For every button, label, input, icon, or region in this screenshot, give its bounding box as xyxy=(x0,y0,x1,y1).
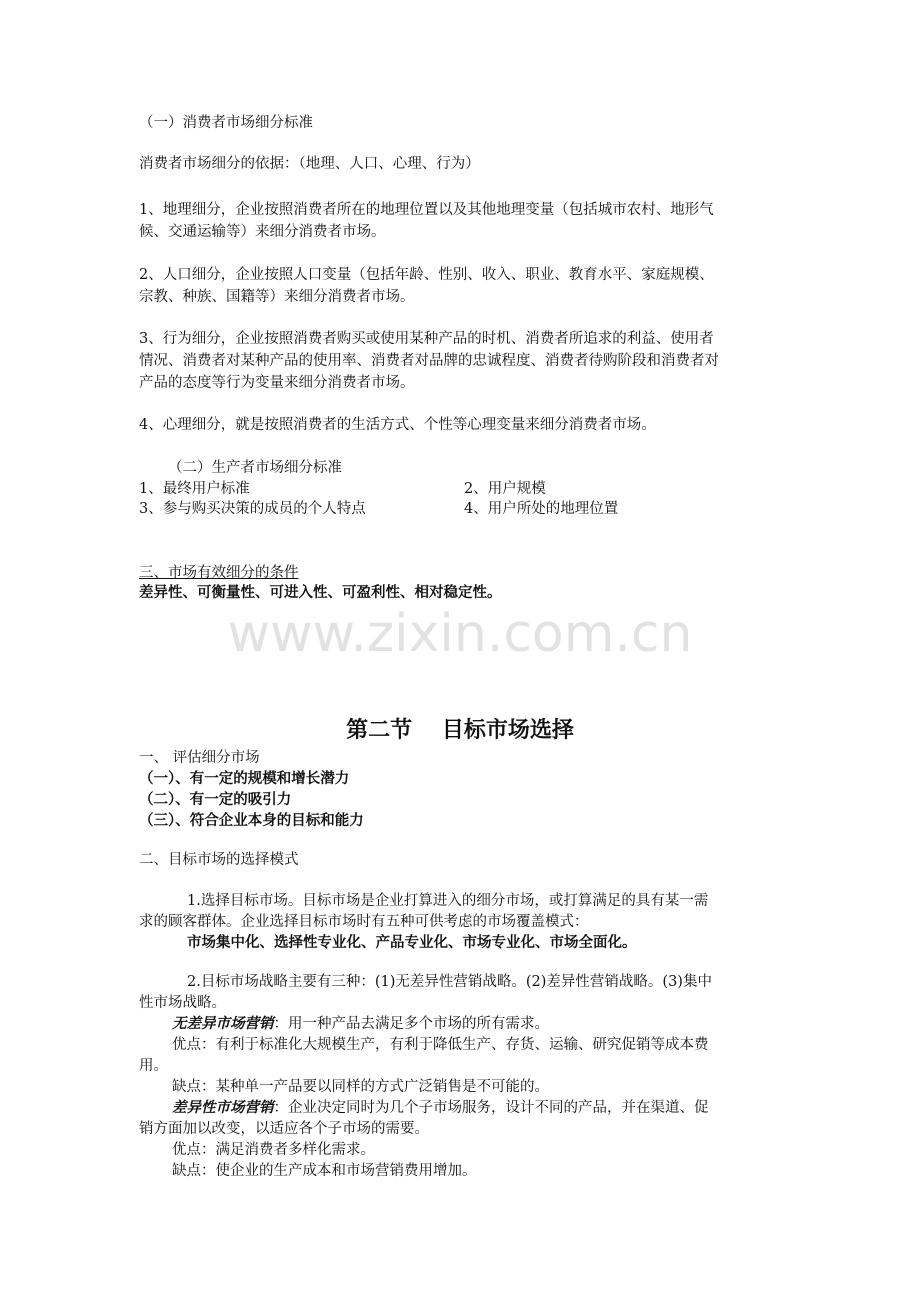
undiff-marketing xyxy=(172,1014,549,1034)
mode1-line1: 1.选择目标市场。目标市场是企业打算进入的细分市场，或打算满足的具有某一需 xyxy=(187,893,709,909)
producer-segmentation-title: （二）生产者市场细分标准 xyxy=(168,460,342,476)
undiff-advantage-line2: 用。 xyxy=(139,1058,168,1074)
diff-text-line2: 销方面加以改变，以适应各个子市场的需要。 xyxy=(139,1121,429,1137)
consumer-segmentation-title: （一）消费者市场细分标准 xyxy=(139,115,313,131)
geo-segmentation-line2: 候、交通运输等）来细分消费者市场。 xyxy=(139,224,386,240)
diff-marketing xyxy=(172,1098,709,1118)
condition-title: 三、市场有效细分的条件 xyxy=(139,565,299,581)
diff-text: ：企业决定同时为几个子市场服务，设计不同的产品，并在渠道、促 xyxy=(273,1100,709,1116)
diff-advantage: 优点：满足消费者多样化需求。 xyxy=(172,1142,375,1158)
watermark: www.zixin.com.cn xyxy=(227,604,693,664)
undiff-advantage-line1: 优点：有利于标准化大规模生产，有利于降低生产、存货、运输、研究促销等成本费 xyxy=(172,1037,709,1053)
behavior-segmentation-line2: 情况、消费者对某种产品的使用率、消费者对品牌的忠诚程度、消费者待购阶段和消费者对 xyxy=(139,353,719,369)
mode2-line2: 性市场战略。 xyxy=(139,995,226,1011)
behavior-segmentation-line3: 产品的态度等行为变量来细分消费者市场。 xyxy=(139,375,415,391)
eval-item-1: （一）、有一定的规模和增长潜力 xyxy=(139,771,350,787)
coverage-modes: 市场集中化、选择性专业化、产品专业化、市场专业化、市场全面化。 xyxy=(187,935,637,951)
demo-segmentation-line1: 2、人口细分，企业按照人口变量（包括年龄、性别、收入、职业、教育水平、家庭规模、 xyxy=(139,267,714,283)
undiff-disadvantage: 缺点：某种单一产品要以同样的方式广泛销售是不可能的。 xyxy=(172,1079,549,1095)
producer-item-2: 2、用户规模 xyxy=(464,481,546,497)
eval-title: 一、 评估细分市场 xyxy=(139,750,260,766)
diff-disadvantage: 缺点：使企业的生产成本和市场营销费用增加。 xyxy=(172,1163,477,1179)
producer-item-1: 1、最终用户标准 xyxy=(139,481,250,497)
demo-segmentation-line2: 宗教、种族、国籍等）来细分消费者市场。 xyxy=(139,289,415,305)
undiff-text: ：用一种产品去满足多个市场的所有需求。 xyxy=(273,1016,549,1032)
section-heading: 第二节 目标市场选择 xyxy=(346,718,574,743)
eval-item-3: （三）、符合企业本身的目标和能力 xyxy=(139,813,364,829)
psych-segmentation: 4、心理细分，就是按照消费者的生活方式、个性等心理变量来细分消费者市场。 xyxy=(139,417,656,433)
producer-item-3: 3、参与购买决策的成员的个人特点 xyxy=(139,501,366,517)
segmentation-basis: 消费者市场细分的依据：（地理、人口、心理、行为） xyxy=(139,156,480,172)
mode-title: 二、目标市场的选择模式 xyxy=(139,852,299,868)
mode1-line2: 求的顾客群体。企业选择目标市场时有五种可供考虑的市场覆盖模式： xyxy=(139,914,589,930)
producer-item-4: 4、用户所处的地理位置 xyxy=(464,501,619,517)
eval-item-2: （二）、有一定的吸引力 xyxy=(139,792,292,808)
undiff-label: 无差异市场营销 xyxy=(172,1016,274,1032)
diff-label: 差异性市场营销 xyxy=(172,1100,274,1116)
condition-text: 差异性、可衡量性、可进入性、可盈利性、相对稳定性。 xyxy=(139,585,502,601)
geo-segmentation-line1: 1、地理细分，企业按照消费者所在的地理位置以及其他地理变量（包括城市农村、地形气 xyxy=(139,202,714,218)
mode2-line1: 2.目标市场战略主要有三种：(1)无差异性营销战略。(2)差异性营销战略。(3)集中 xyxy=(187,974,712,990)
behavior-segmentation-line1: 3、行为细分，企业按照消费者购买或使用某种产品的时机、消费者所追求的利益、使用者 xyxy=(139,331,714,347)
